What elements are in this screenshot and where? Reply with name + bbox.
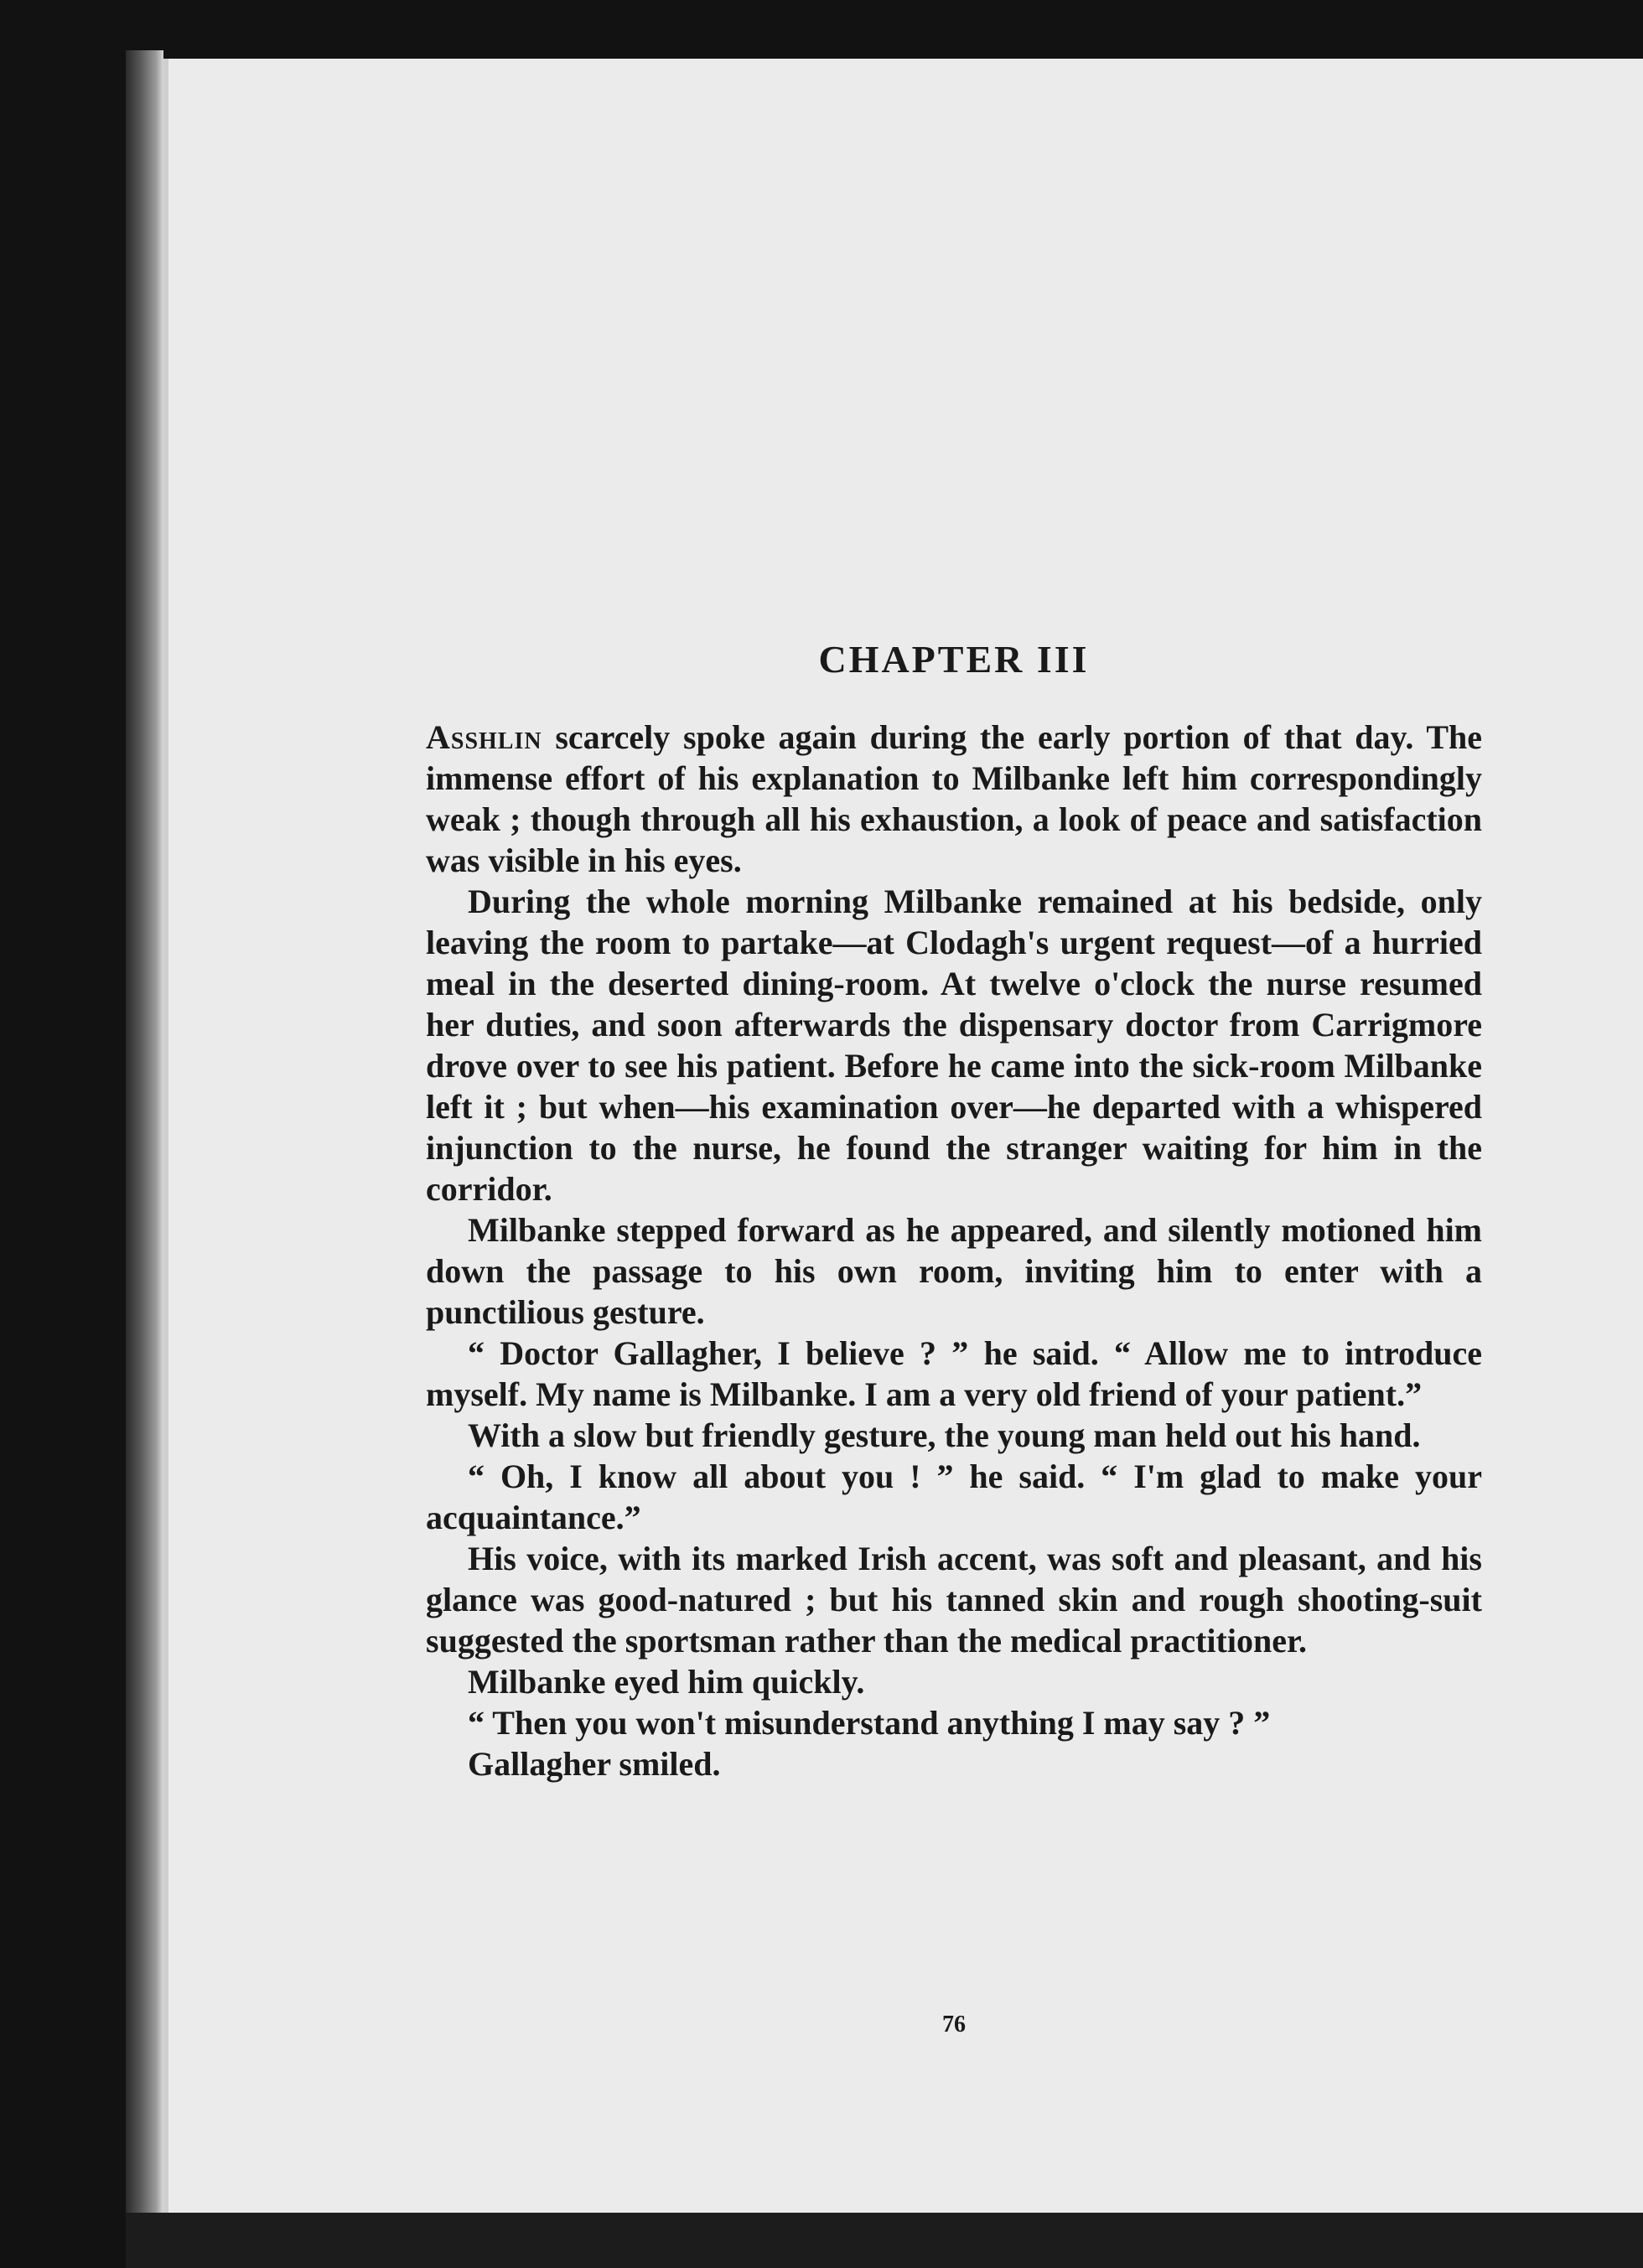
page-number: 76 [942, 2012, 966, 2038]
paragraph: Gallagher smiled. [468, 1745, 721, 1783]
page-edge [126, 50, 163, 2229]
bottom-shadow [126, 2213, 1643, 2268]
paragraph: Milbanke eyed him quickly. [468, 1663, 865, 1701]
chapter-heading: CHAPTER III [818, 638, 1090, 681]
paragraph: His voice, with its marked Irish accent, was soft and pleasant, and his glance was good-natured ; but his tanned skin and rough shooting-suit suggested the sportsman rather than the medical practitioner. [426, 1540, 1482, 1660]
paragraph: “ Doctor Gallagher, I believe ? ” he said. “ Allow me to introduce myself. My name is Milbanke. I am a very old friend of your patient.” [426, 1334, 1482, 1413]
paragraph: “ Oh, I know all about you ! ” he said. “ I'm glad to make your acquaintance.” [426, 1458, 1482, 1536]
lead-word: Asshlin [426, 718, 542, 756]
paragraph: “ Then you won't misunderstand anything I may say ? ” [468, 1704, 1271, 1742]
paragraph: With a slow but friendly gesture, the young man held out his hand. [468, 1416, 1421, 1454]
body-text [426, 717, 1482, 1784]
paragraph-text: scarcely spoke again during the early portion of that day. The immense effort of his explanation to Milbanke left him correspondingly weak ; though through all his exhaustion, a look of peace and satisfaction was visible in his eyes. [426, 718, 1482, 879]
paragraph: Milbanke stepped forward as he appeared, and silently motioned him down the passage to his own room, inviting him to enter with a punctilious gesture. [426, 1211, 1482, 1331]
paragraph: During the whole morning Milbanke remained at his bedside, only leaving the room to partake—at Clodagh's urgent request—of a hurried meal in the deserted dining-room. At twelve o'clock the nurse resumed her duties, and soon afterwards the dispensary doctor from Carrigmore drove over to see his patient. Before he came into the sick-room Milbanke left it ; but when—his examination over—he departed with a whispered injunction to the nurse, he found the stranger waiting for him in the corridor. [426, 883, 1482, 1208]
paragraph [426, 717, 1482, 881]
